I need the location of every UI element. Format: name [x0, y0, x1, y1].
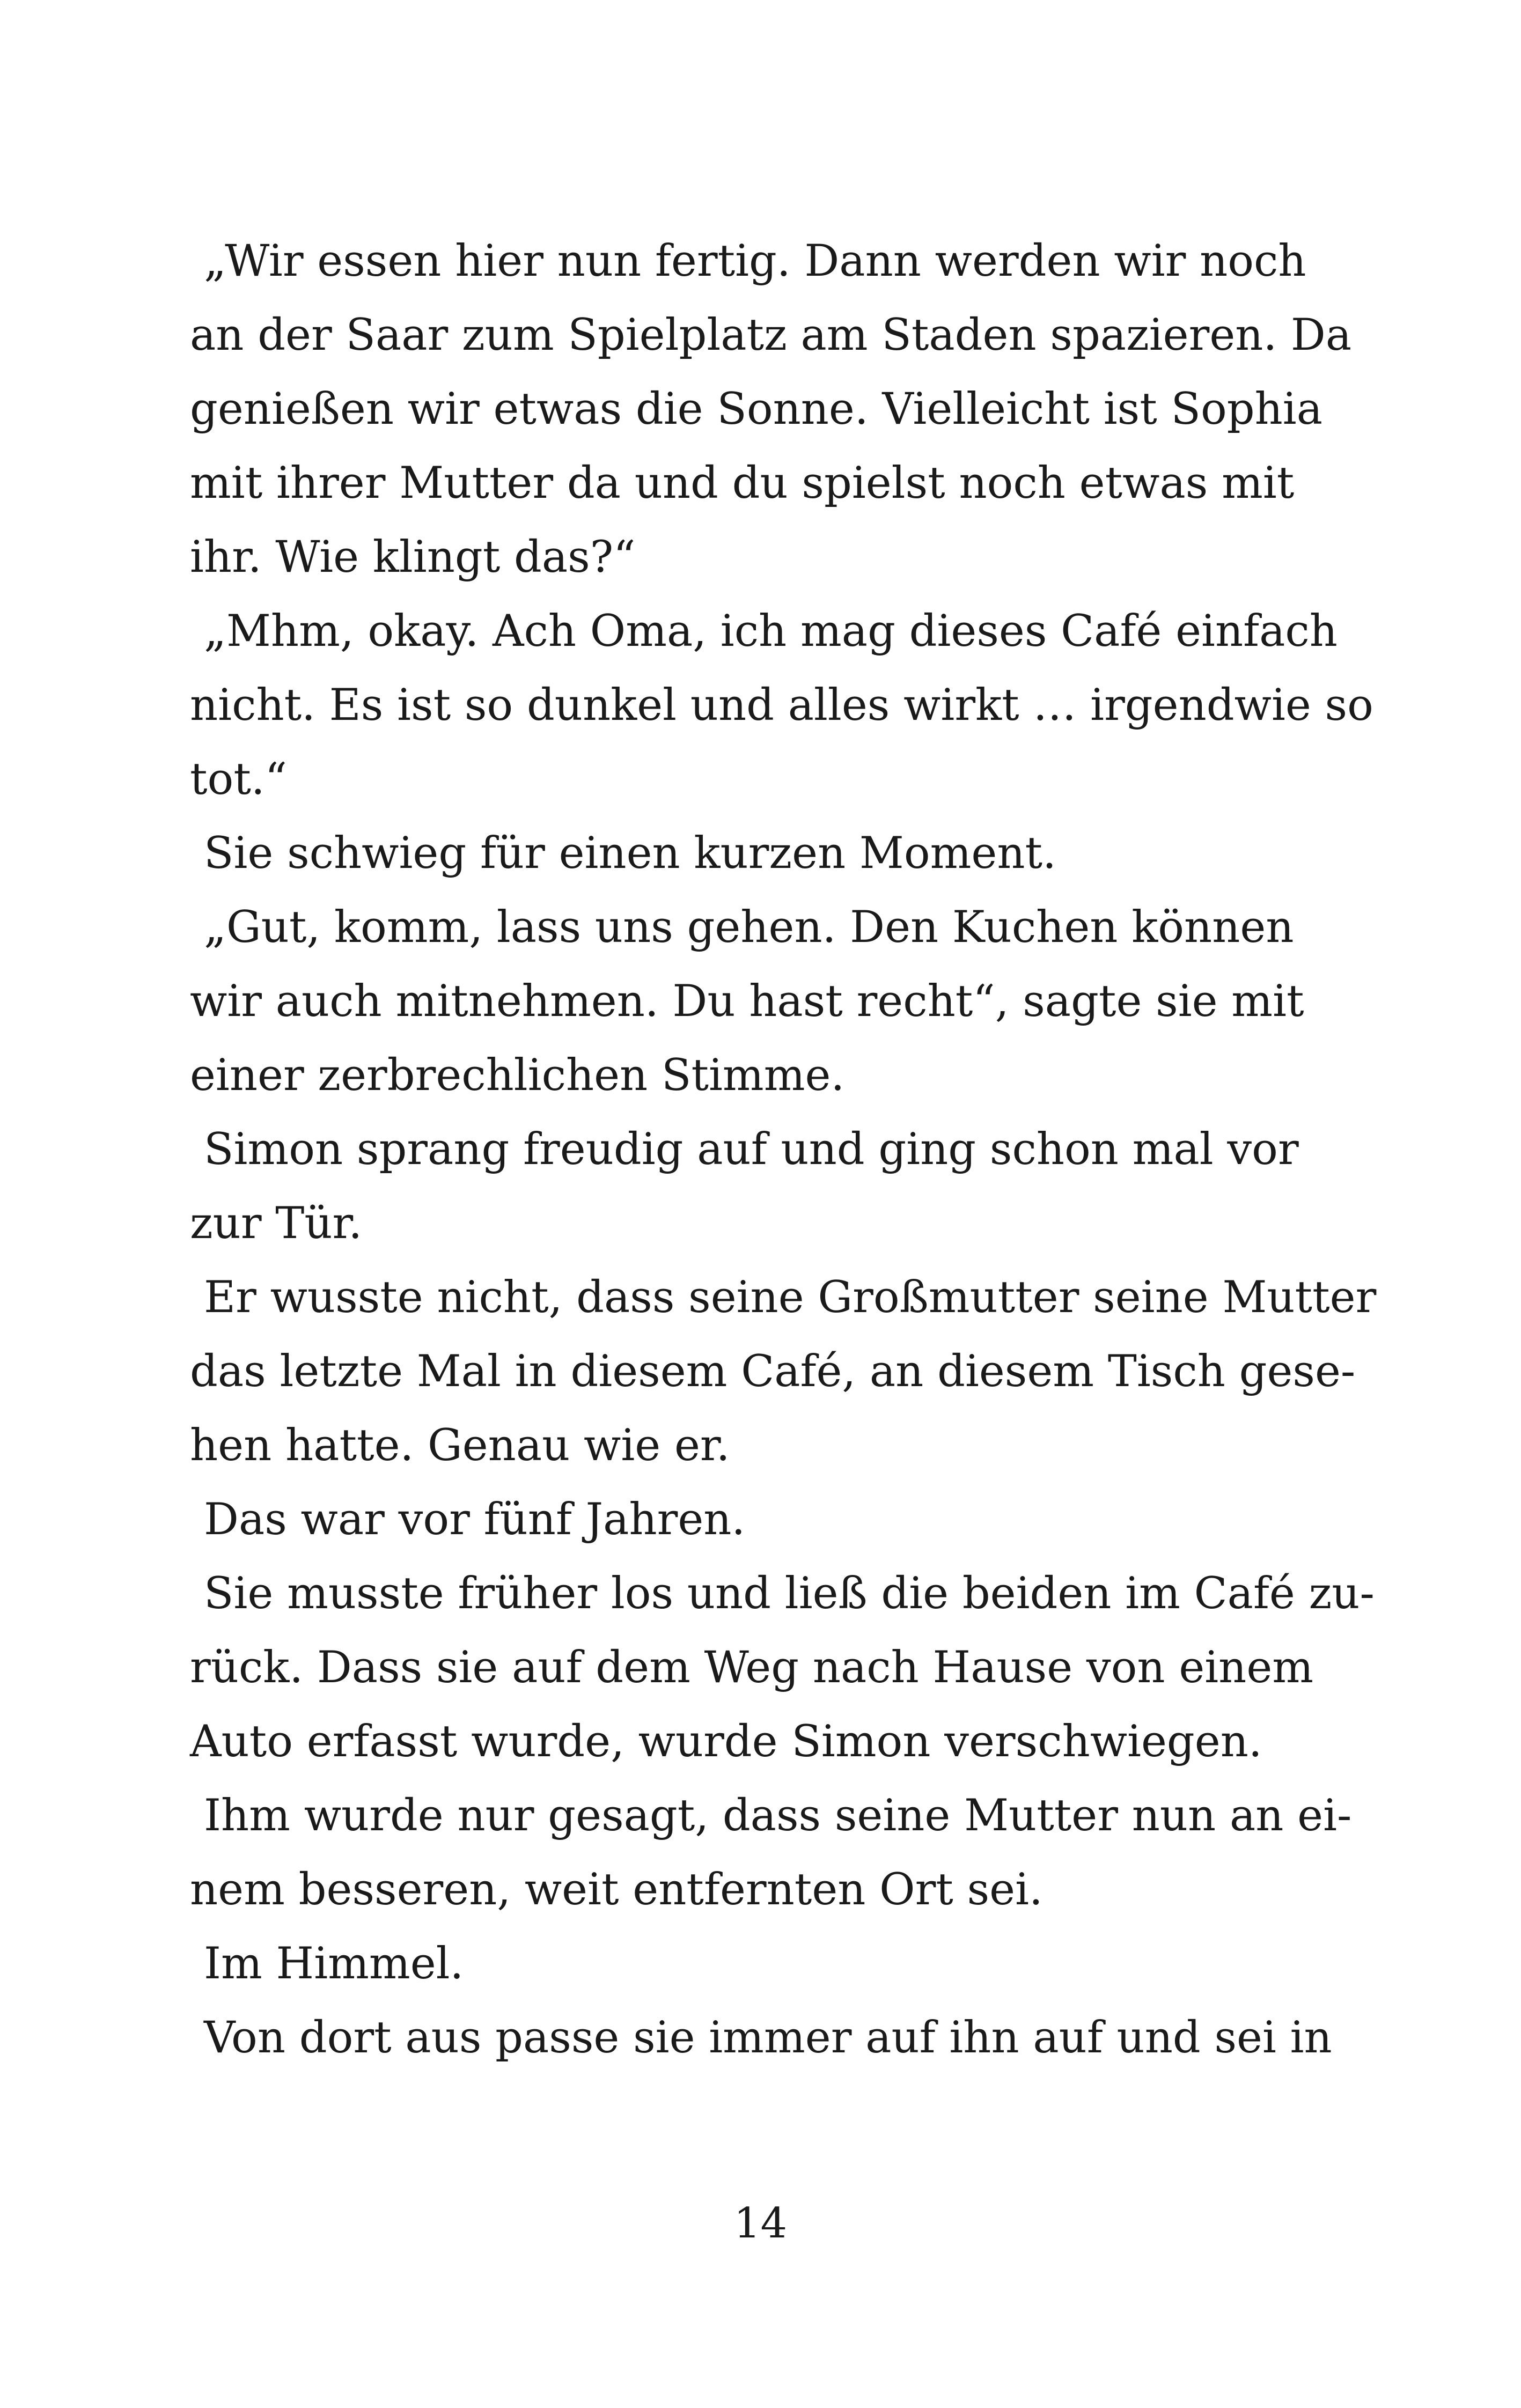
- text-line: Simon sprang freudig auf und ging schon mal vor: [204, 1124, 1299, 1175]
- text-line: hen hatte. Genau wie er.: [190, 1420, 730, 1471]
- text-line: mit ihrer Mutter da und du spielst noch etwas mit: [190, 458, 1295, 509]
- text-line: Das war vor fünf Jahren.: [204, 1494, 746, 1545]
- page-number: 14: [733, 2199, 788, 2248]
- text-line: Ihm wurde nur gesagt, dass seine Mutter nun an ei-: [204, 1791, 1352, 1841]
- text-line: genießen wir etwas die Sonne. Vielleicht ist Sophia: [190, 384, 1322, 435]
- text-line: an der Saar zum Spielplatz am Staden spazieren. Da: [190, 310, 1352, 360]
- text-line: Von dort aus passe sie immer auf ihn auf und sei in: [204, 2013, 1332, 2063]
- text-line: Auto erfasst wurde, wurde Simon verschwiegen.: [190, 1717, 1262, 1767]
- text-line: nicht. Es ist so dunkel und alles wirkt … irgendwie so: [190, 680, 1373, 731]
- text-line: „Gut, komm, lass uns gehen. Den Kuchen können: [204, 902, 1294, 953]
- text-line: das letzte Mal in diesem Café, an diesem Tisch gese-: [190, 1346, 1356, 1397]
- text-line: „Mhm, okay. Ach Oma, ich mag dieses Café einfach: [204, 606, 1338, 657]
- text-line: zur Tür.: [190, 1198, 363, 1249]
- text-line: rück. Dass sie auf dem Weg nach Hause von einem: [190, 1643, 1314, 1693]
- text-line: Er wusste nicht, dass seine Großmutter seine Mutter: [204, 1272, 1377, 1323]
- text-line: ihr. Wie klingt das?“: [190, 532, 636, 583]
- text-line: nem besseren, weit entfernten Ort sei.: [190, 1865, 1043, 1915]
- text-line: einer zerbrechlichen Stimme.: [190, 1050, 845, 1101]
- text-line: tot.“: [190, 754, 288, 805]
- text-line: Im Himmel.: [204, 1939, 464, 1989]
- text-line: „Wir essen hier nun fertig. Dann werden wir noch: [204, 236, 1306, 286]
- text-line: Sie musste früher los und ließ die beiden im Café zu-: [204, 1568, 1375, 1619]
- body-text: [190, 224, 1377, 2075]
- text-line: Sie schwieg für einen kurzen Moment.: [204, 828, 1056, 879]
- text-line: wir auch mitnehmen. Du hast recht“, sagte sie mit: [190, 976, 1304, 1027]
